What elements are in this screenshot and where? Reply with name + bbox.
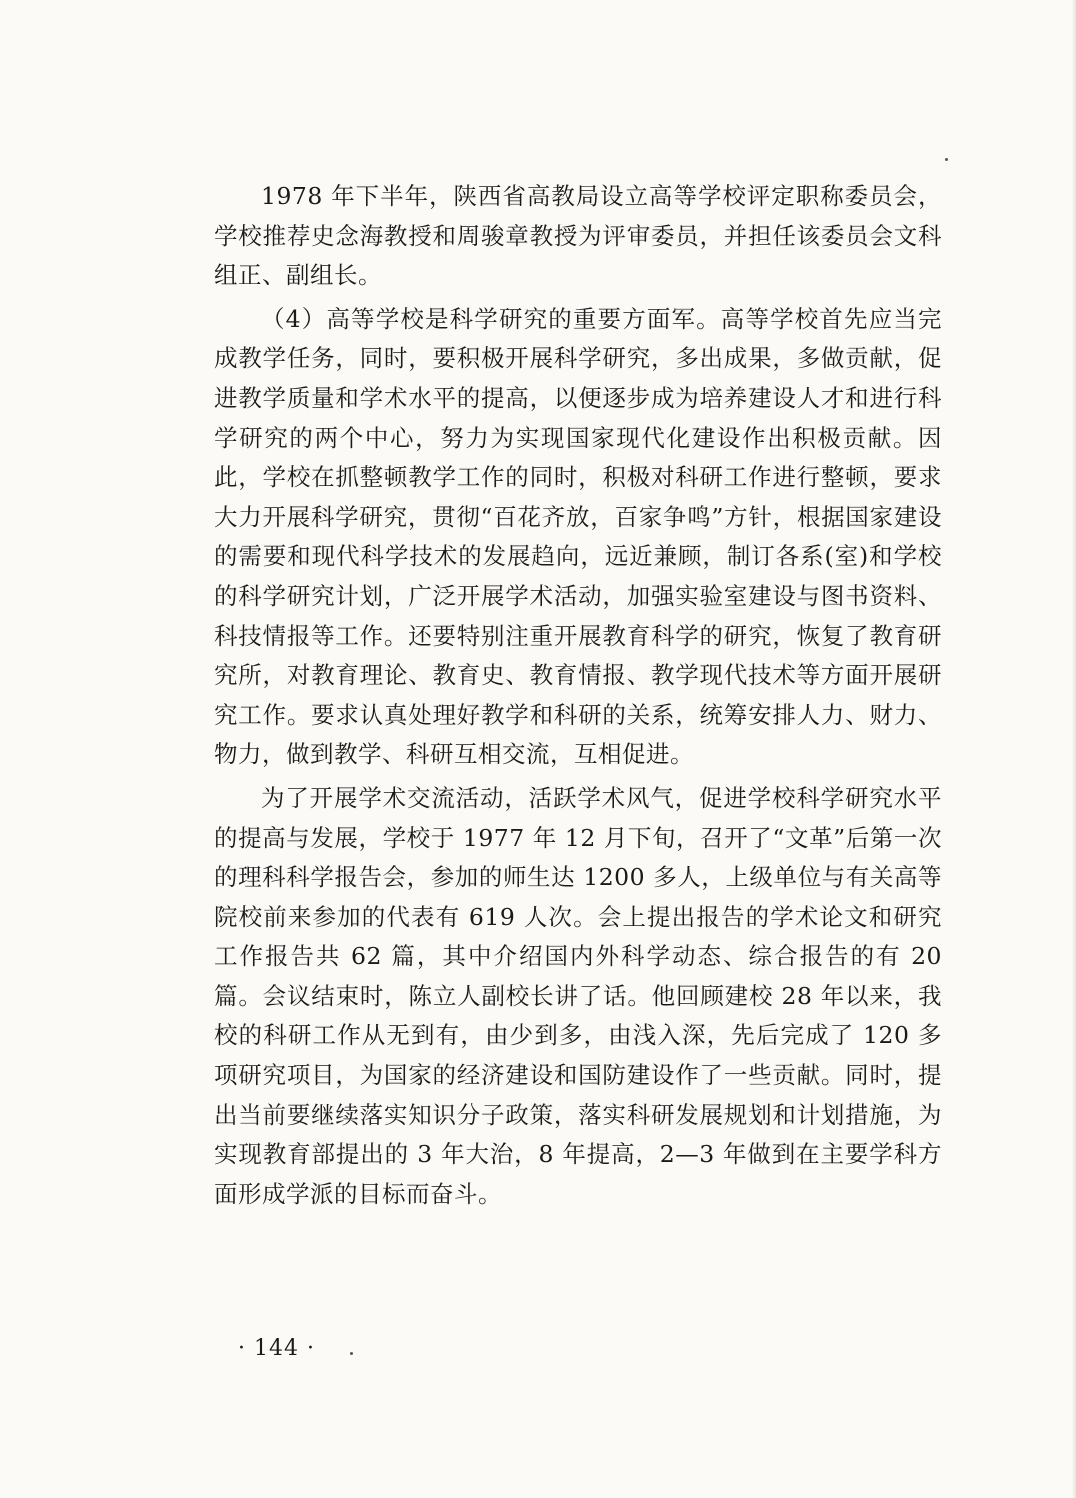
scan-speck [350, 1352, 353, 1355]
paragraph-2: （4）高等学校是科学研究的重要方面军。高等学校首先应当完成教学任务，同时，要积极开展科学研究，多出成果，多做贡献，促进教学质量和学术水平的提高，以便逐步成为培养建设人才和进行科学研究的两个中心，努力为实现国家现代化建设作出积极贡献。因此，学校在抓整顿教学工作的同时，积极对科研工作进行整顿，要求大力开展科学研究，贯彻“百花齐放，百家争鸣”方针，根据国家建设的需要和现代科学技术的发展趋向，远近兼顾，制订各系(室)和学校的科学研究计划，广泛开展学术活动，加强实验室建设与图书资料、科技情报等工作。还要特别注重开展教育科学的研究，恢复了教育研究所，对教育理论、教育史、教育情报、教学现代技术等方面开展研究工作。要求认真处理好教学和科研的关系，统筹安排人力、财力、物力，做到教学、科研互相交流，互相促进。 [214, 304, 942, 769]
scan-speck [945, 158, 948, 161]
scan-edge-shadow [1072, 0, 1076, 1498]
page-number: · 144 · [238, 1336, 315, 1361]
paragraph-1: 1978 年下半年，陕西省高教局设立高等学校评定职称委员会，学校推荐史念海教授和周骏章教授为评审委员，并担任该委员会文科组正、副组长。 [214, 182, 942, 290]
body-text [214, 177, 942, 1214]
paragraph-3: 为了开展学术交流活动，活跃学术风气，促进学校科学研究水平的提高与发展，学校于 1977 年 12 月下旬，召开了“文革”后第一次的理科科学报告会，参加的师生达 1200 多人，上级单位与有关高等院校前来参加的代表有 619 人次。会上提出报告的学术论文和研究工作报告共 62 篇，其中介绍国内外科学动态、综合报告的有 20 篇。会议结束时，陈立人副校长讲了话。他回顾建校 28 年以来，我校的科研工作从无到有，由少到多，由浅入深，先后完成了 120 多项研究项目，为国家的经济建设和国防建设作了一些贡献。同时，提出当前要继续落实知识分子政策，落实科研发展规划和计划措施，为实现教育部提出的 3 年大治，8 年提高，2—3 年做到在主要学科方面形成学派的目标而奋斗。 [214, 783, 942, 1208]
